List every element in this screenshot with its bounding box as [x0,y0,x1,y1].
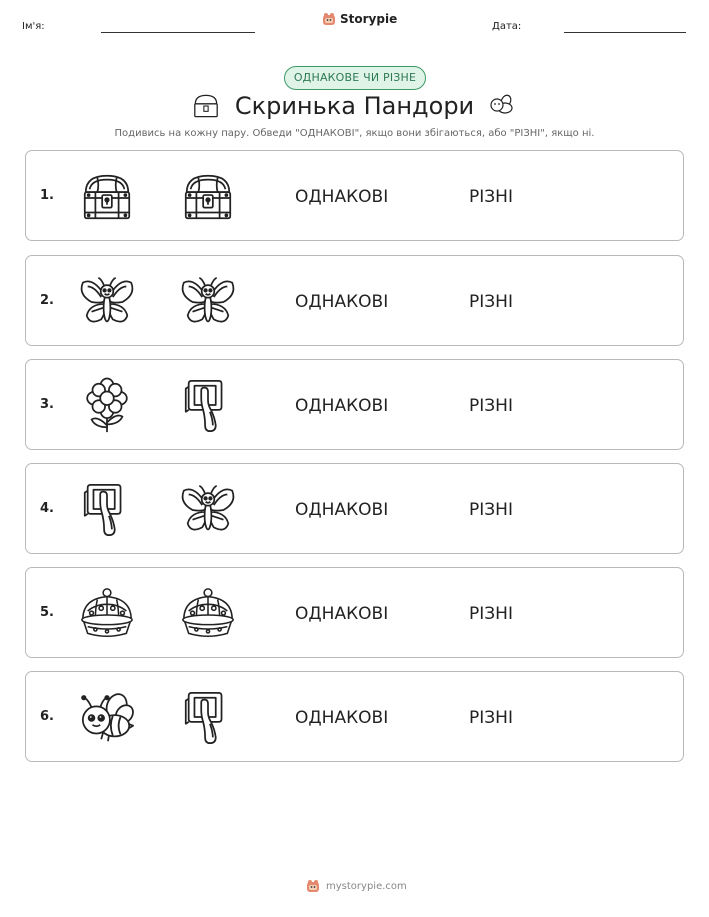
treasure-chest-icon [78,168,136,226]
pair-card-1 [25,150,684,241]
bee-icon [78,689,136,747]
instructions: Подивись на кожну пару. Обведи "ОДНАКОВІ", якщо вони збігаються, або "РІЗНІ", якщо ні. [114,128,595,139]
option-same[interactable]: ОДНАКОВІ [295,396,389,416]
pair-card-2 [25,255,684,346]
pair-card-6 [25,671,684,762]
option-different[interactable]: РІЗНІ [469,396,513,416]
date-label: Дата: [492,21,522,32]
jeweled-box-icon [78,585,136,643]
option-different[interactable]: РІЗНІ [469,500,513,520]
row-number: 4. [40,501,54,516]
option-same[interactable]: ОДНАКОВІ [295,708,389,728]
category-tag: ОДНАКОВЕ ЧИ РІЗНЕ [284,66,426,90]
pair-card-4 [25,463,684,554]
name-label: Ім'я: [22,21,45,32]
door-handle-icon [78,481,136,539]
door-handle-icon [179,689,237,747]
row-number: 2. [40,293,54,308]
option-different[interactable]: РІЗНІ [469,187,513,207]
pair-card-5 [25,567,684,658]
pair-card-3 [25,359,684,450]
bee-icon [487,90,517,124]
flower-icon [78,377,136,435]
butterfly-icon [179,273,237,331]
name-line[interactable] [101,32,255,33]
brand-logo [322,12,397,26]
butterfly-icon [78,273,136,331]
option-same[interactable]: ОДНАКОВІ [295,292,389,312]
storypie-mascot-icon [306,879,320,893]
option-different[interactable]: РІЗНІ [469,604,513,624]
door-handle-icon [179,377,237,435]
date-line[interactable] [564,32,686,33]
row-number: 3. [40,397,54,412]
row-number: 5. [40,605,54,620]
option-same[interactable]: ОДНАКОВІ [295,187,389,207]
storypie-mascot-icon [322,12,336,26]
option-same[interactable]: ОДНАКОВІ [295,500,389,520]
brand-name: Storypie [340,12,398,26]
treasure-chest-icon [179,168,237,226]
page-title: Скринька Пандори [234,92,475,120]
jeweled-box-icon [179,585,237,643]
butterfly-icon [179,481,237,539]
option-different[interactable]: РІЗНІ [469,292,513,312]
row-number: 1. [40,188,54,203]
option-different[interactable]: РІЗНІ [469,708,513,728]
option-same[interactable]: ОДНАКОВІ [295,604,389,624]
footer-url: mystorypie.com [326,880,407,892]
footer [306,879,407,893]
row-number: 6. [40,709,54,724]
